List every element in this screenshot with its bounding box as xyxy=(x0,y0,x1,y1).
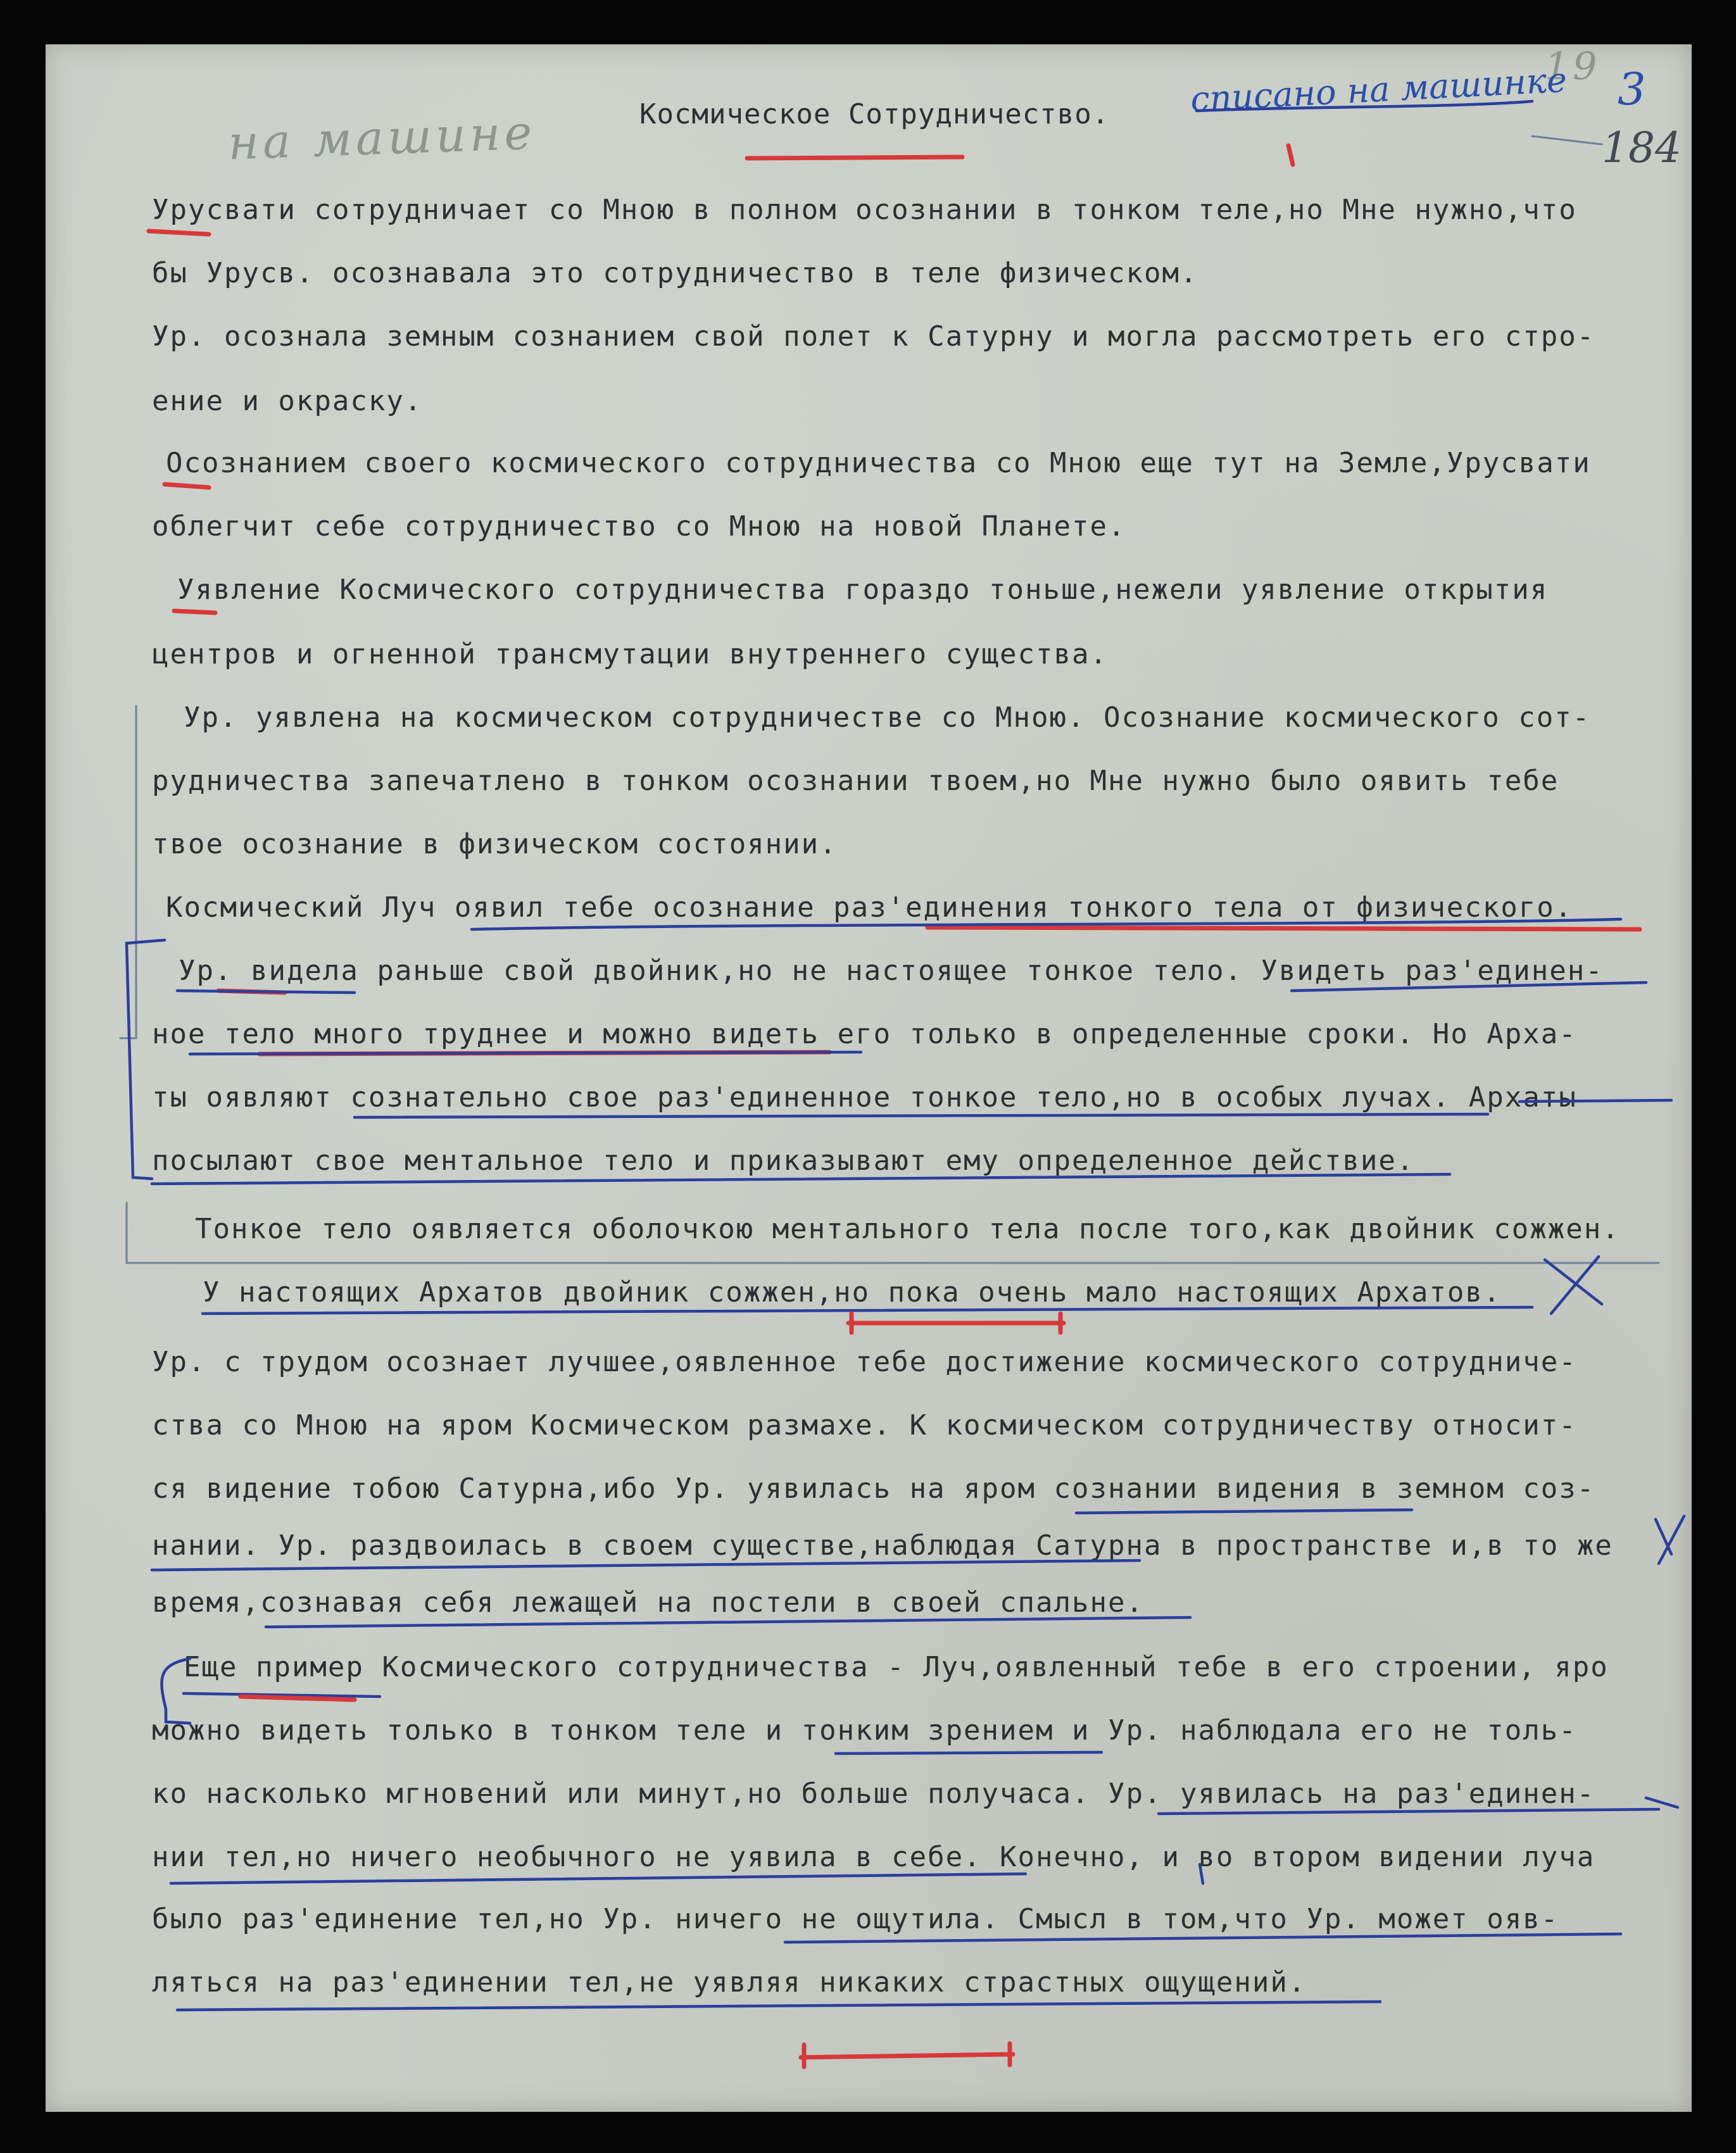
text-line-18: У настоящих Архатов двойник сожжен,но пока очень мало настоящих Архатов. xyxy=(203,1276,1502,1309)
text-line-19: Ур. с трудом осознает лучшее,оявленное тебе достижение космического сотрудниче- xyxy=(152,1346,1577,1378)
top-right-note: списано на машинке xyxy=(1189,60,1568,120)
folio-top-number: 19 xyxy=(1545,44,1601,89)
text-line-24: Еще пример Космического сотрудничества - Луч,оявленный тебе в его строении, яро xyxy=(184,1651,1609,1683)
text-line-27: нии тел,но ничего необычного не уявила в себе. Конечно, и во втором видении луча xyxy=(152,1841,1595,1873)
text-line-15: ты оявляют сознательно свое раз'единенное тонкое тело,но в особых лучах. Архаты xyxy=(152,1081,1577,1114)
text-line-7: Уявление Космического сотрудничества гораздо тоньше,нежели уявление открытия xyxy=(177,574,1549,606)
document-title: Космическое Сотрудничество. xyxy=(639,98,1110,130)
text-line-10: рудничества запечатлено в тонком осознании твоем,но Мне нужно было оявить тебе xyxy=(152,765,1559,797)
text-line-22: нании. Ур. раздвоилась в своем существе,наблюдая Сатурна в пространстве и,в то же xyxy=(152,1529,1613,1562)
text-line-25: можно видеть только в тонком теле и тонким зрением и Ур. наблюдала его не толь- xyxy=(152,1714,1577,1747)
text-line-3: Ур. осознала земным сознанием свой полет к Сатурну и могла рассмотреть его стро- xyxy=(152,320,1595,353)
text-line-17: Тонкое тело оявляется оболочкою ментального тела после того,как двойник сожжен. xyxy=(195,1213,1620,1245)
text-line-2: бы Урусв. осознавала это сотрудничество в теле физическом. xyxy=(152,257,1198,289)
text-line-6: облегчит себе сотрудничество со Мною на новой Планете. xyxy=(152,510,1126,543)
text-line-8: центров и огненной трансмутации внутреннего существа. xyxy=(152,638,1108,670)
text-line-11: твое осознание в физическом состоянии. xyxy=(152,828,838,860)
text-line-23: время,сознавая себя лежащей на постели в своей спальне. xyxy=(152,1586,1144,1619)
text-line-26: ко насколько мгновений или минут,но больше получаса. Ур. уявилась на раз'единен- xyxy=(152,1778,1595,1810)
text-line-29: ляться на раз'единении тел,не уявляя никаких страстных ощущений. xyxy=(152,1966,1307,1999)
text-line-4: ение и окраску. xyxy=(152,385,423,417)
pencil-note: на машине xyxy=(227,105,537,171)
text-line-28: было раз'единение тел,но Ур. ничего не ощутила. Смысл в том,что Ур. может ояв- xyxy=(152,1903,1559,1935)
text-line-14: ное тело много труднее и можно видеть его только в определенные сроки. Но Арха- xyxy=(152,1018,1577,1050)
text-line-13: Ур. видела раньше свой двойник,но не настоящее тонкое тело. Увидеть раз'единен- xyxy=(179,955,1604,987)
text-line-12: Космический Луч оявил тебе осознание раз'единения тонкого тела от физического. xyxy=(166,891,1573,924)
text-line-21: ся видение тобою Сатурна,ибо Ур. уявилась на яром сознании видения в земном соз- xyxy=(152,1472,1595,1505)
text-line-5: Осознанием своего космического сотрудничества со Мною еще тут на Земле,Урусвати xyxy=(166,447,1591,479)
text-line-9: Ур. уявлена на космическом сотрудничестве со Мною. Осознание космического сот- xyxy=(184,701,1591,734)
text-line-1: Урусвати сотрудничает со Мною в полном осознании в тонком теле,но Мне нужно,что xyxy=(152,194,1577,226)
text-line-16: посылают свое ментальное тело и приказывают ему определенное действие. xyxy=(152,1145,1415,1177)
folio-bottom-number: 184 xyxy=(1602,123,1682,172)
text-line-20: ства со Мною на яром Космическом размахе. К космическом сотрудничеству относит- xyxy=(152,1409,1577,1441)
top-right-number: 3 xyxy=(1618,63,1646,115)
